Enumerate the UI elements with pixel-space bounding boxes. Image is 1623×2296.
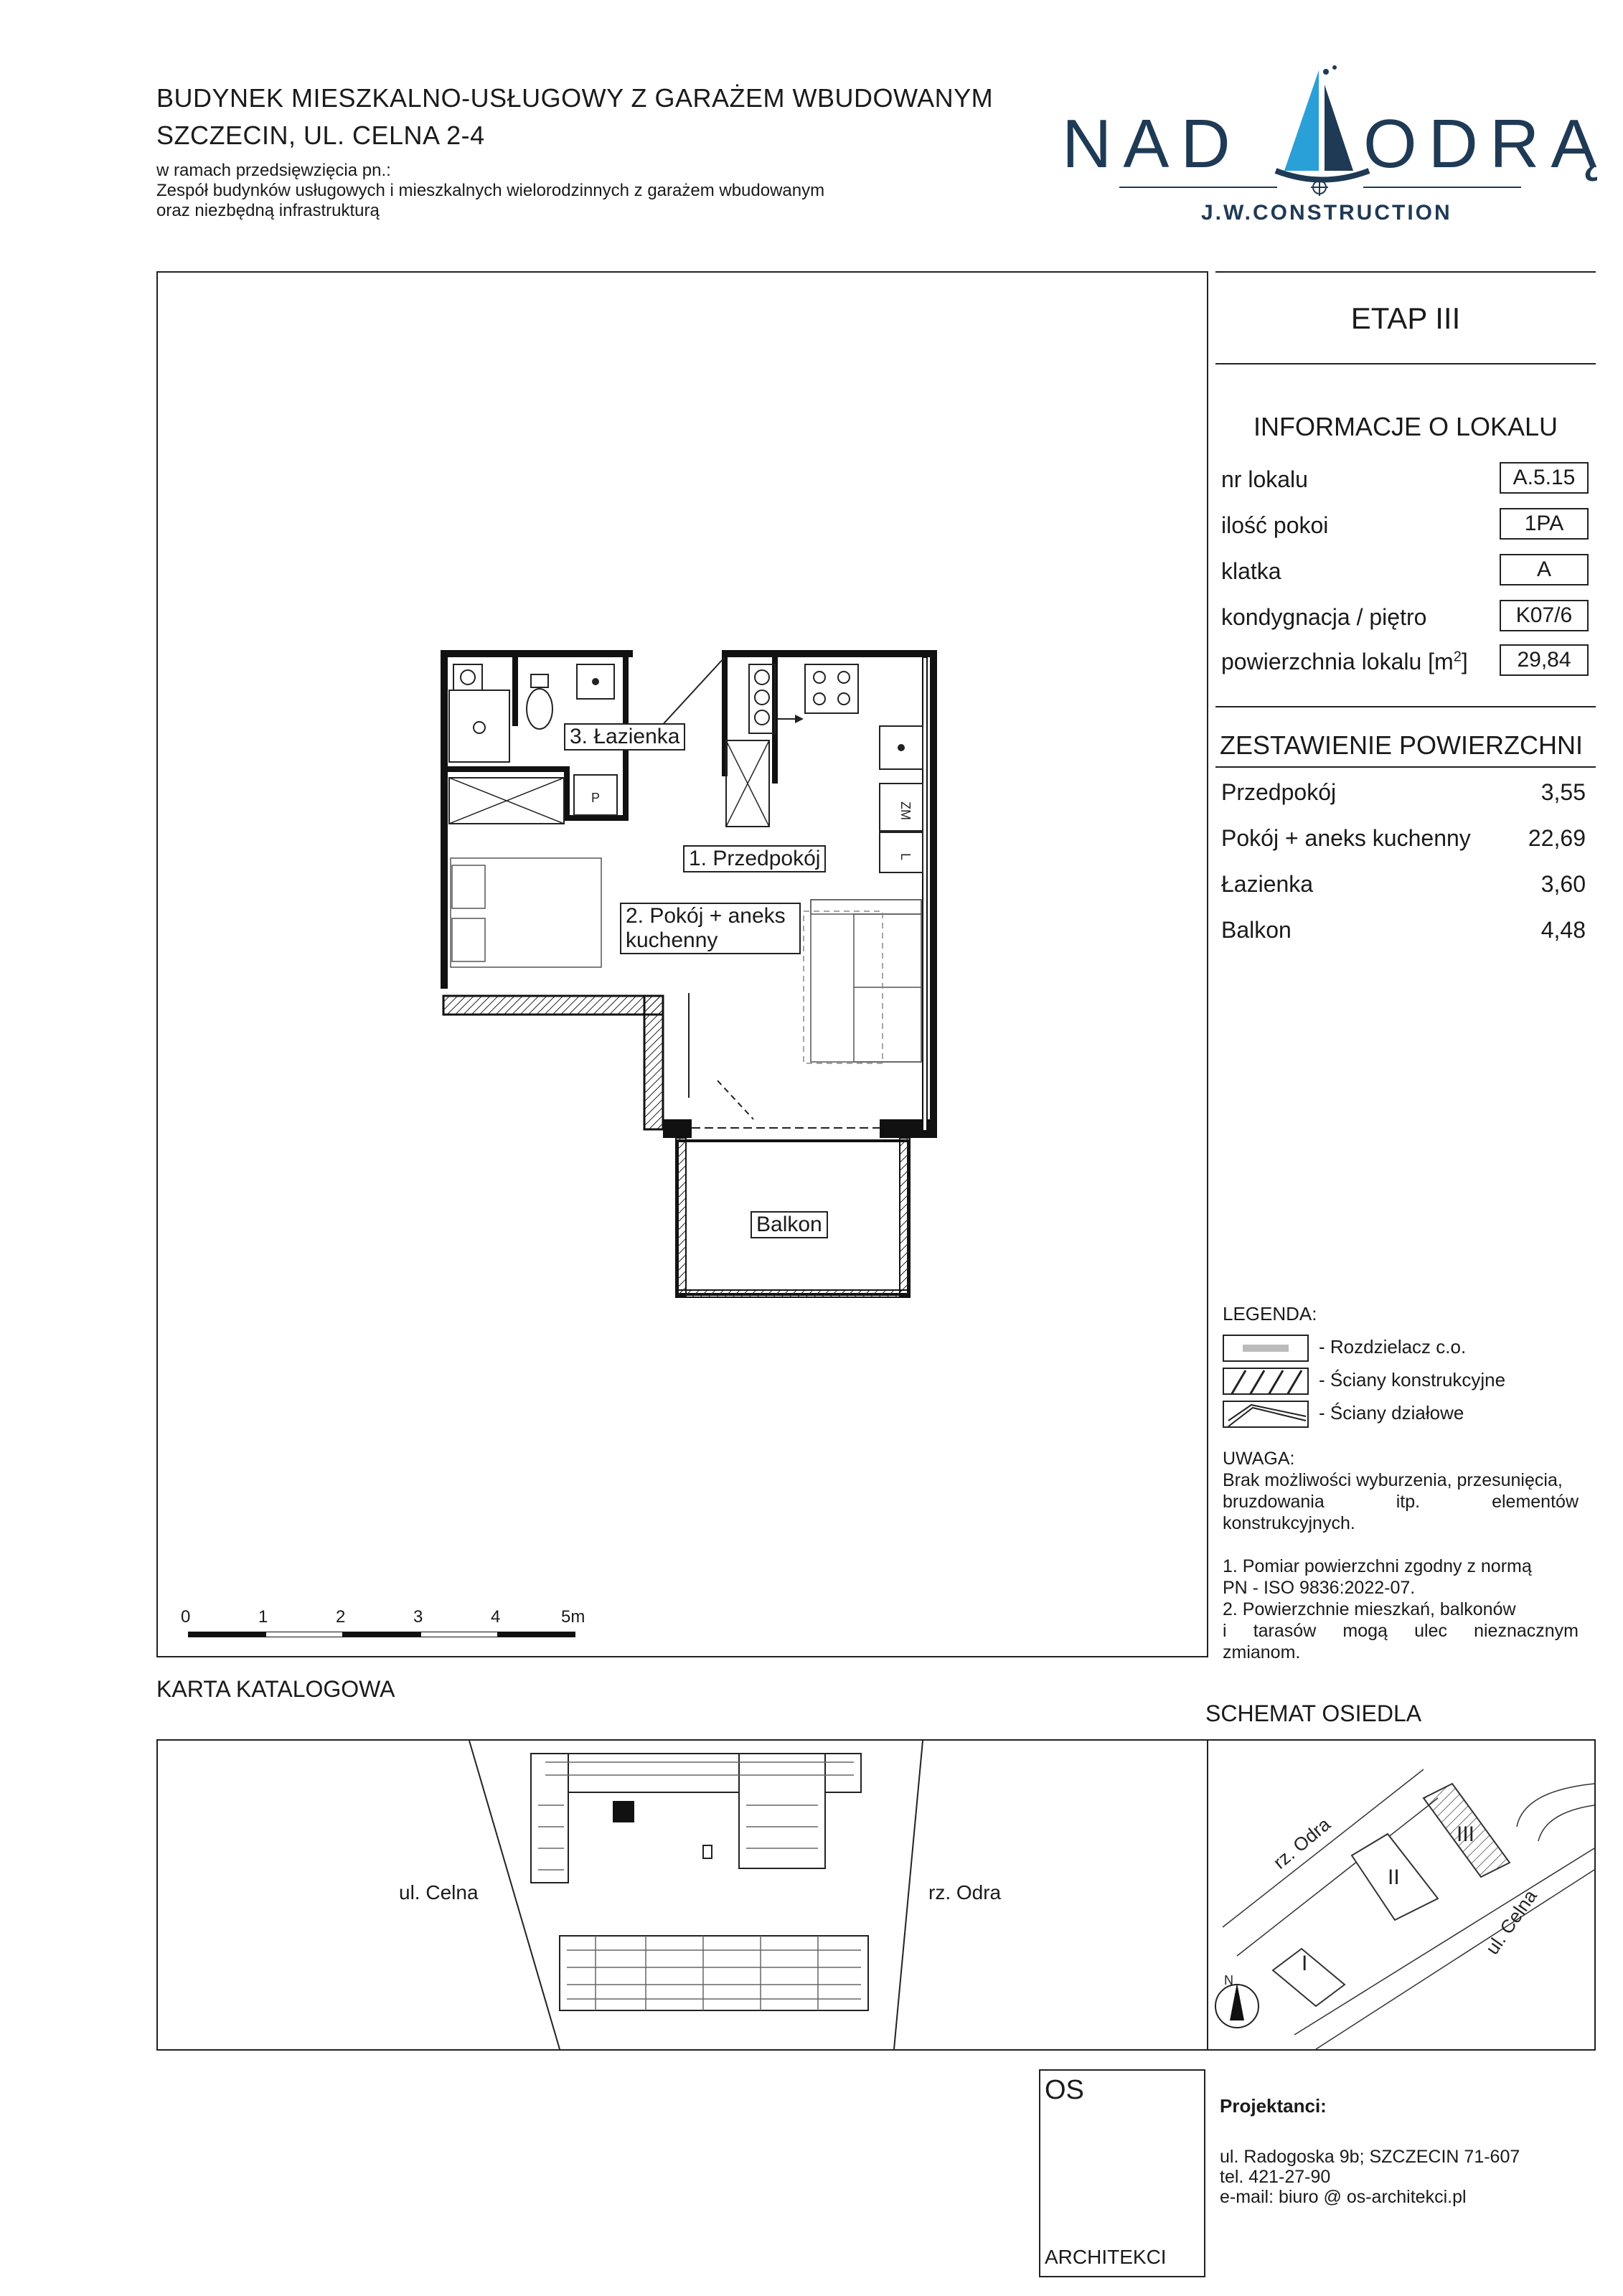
legend-label-structural: - Ściany konstrukcyjne <box>1319 1369 1506 1391</box>
wall-south-step <box>644 996 663 1129</box>
wall-south-pier-right <box>880 1119 937 1138</box>
wall-north-right <box>722 650 937 657</box>
designers-email: e-mail: biuro @ os-architekci.pl <box>1220 2187 1467 2207</box>
summary-label-hall: Przedpokój <box>1221 779 1337 805</box>
etap-top-rule <box>1215 271 1596 273</box>
logo-divider-left <box>1119 187 1277 188</box>
notes-line3: konstrukcyjnych. <box>1223 1513 1355 1533</box>
info-value-stair: A <box>1500 554 1589 585</box>
summary-label-balcony: Balkon <box>1221 917 1292 943</box>
room-balcony-label: Balkon <box>751 1211 828 1238</box>
notes-line6: 2. Powierzchnie mieszkań, balkonów <box>1223 1599 1516 1619</box>
summary-value-living: 22,69 <box>1528 825 1586 851</box>
summary-label-living: Pokój + aneks kuchenny <box>1221 825 1471 851</box>
catalog-label: KARTA KATALOGOWA <box>156 1676 395 1702</box>
project-name: Zespół budynków usługowych i mieszkalnych wielorodzinnych z garażem wbudowanym <box>156 181 825 200</box>
nad-odra-logo <box>1062 63 1609 235</box>
fixture-l: L <box>898 852 913 861</box>
summary-label-bathroom: Łazienka <box>1221 871 1314 897</box>
info-value-unit: A.5.15 <box>1500 462 1589 494</box>
notes-line8: zmianom. <box>1223 1642 1301 1662</box>
fixture-p: P <box>591 791 601 805</box>
wall-south-left <box>443 996 663 1015</box>
legend-label-distributor: - Rozdzielacz c.o. <box>1319 1336 1467 1358</box>
info-label-stair: klatka <box>1221 558 1281 584</box>
notes-heading: UWAGA: <box>1223 1449 1295 1469</box>
legend-swatch-distributor <box>1223 1335 1309 1362</box>
scheme-stage-2: II <box>1388 1866 1400 1889</box>
room-living-label <box>620 903 801 954</box>
room-bathroom-label: 3. Łazienka <box>564 723 685 751</box>
project-intro: w ramach przedsięwzięcia pn.: <box>156 161 391 180</box>
info-value-area: 29,84 <box>1500 644 1589 676</box>
catalog-site-map <box>158 1741 1205 2049</box>
catalog-street-left: ul. Celna <box>399 1881 479 1904</box>
compass-north: N <box>1224 1973 1233 1987</box>
notes-line4: 1. Pomiar powierzchni zgodny z normą <box>1223 1556 1532 1576</box>
summary-heading: ZESTAWIENIE POWIERZCHNI <box>1220 730 1584 760</box>
notes-line2: bruzdowania itp. elementów <box>1223 1492 1579 1512</box>
fixture-zm: ZM <box>898 801 913 820</box>
room-living-line1: 2. Pokój + aneks <box>626 904 786 928</box>
legend-heading: LEGENDA: <box>1223 1303 1317 1325</box>
sailboat-icon <box>1269 63 1376 185</box>
info-value-rooms: 1PA <box>1500 508 1589 540</box>
project-name-cont: oraz niezbędną infrastrukturą <box>156 201 380 220</box>
legend-swatch-structural <box>1223 1368 1309 1395</box>
legend-swatch-partition <box>1223 1401 1309 1428</box>
logo-text-right: ODRĄ <box>1363 105 1609 182</box>
wall-east <box>930 650 937 1138</box>
catalog-unit-marker <box>613 1801 634 1822</box>
scheme-street-label: ul. Celna <box>1481 1886 1541 1959</box>
info-label-floor: kondygnacja / piętro <box>1221 604 1427 630</box>
scale-tick-5: 5m <box>561 1607 585 1627</box>
shower <box>449 690 509 762</box>
scale-tick-0: 0 <box>181 1607 191 1627</box>
designers-heading: Projektanci: <box>1220 2095 1327 2117</box>
wall-north-left <box>441 650 633 657</box>
notes-line1: Brak możliwości wyburzenia, przesunięcia, <box>1223 1470 1563 1490</box>
wall-west <box>441 650 448 989</box>
ship-wheel-icon <box>1310 178 1329 197</box>
wall-south-pier <box>663 1119 692 1138</box>
architect-name: ARCHITEKCI <box>1045 2246 1167 2268</box>
info-value-floor: K07/6 <box>1500 600 1589 631</box>
notes-block <box>1223 1448 1579 1663</box>
notes-line7: i tarasów mogą ulec nieznacznym <box>1223 1621 1579 1641</box>
info-heading: INFORMACJE O LOKALU <box>1253 412 1558 441</box>
info-label-area: powierzchnia lokalu $[m^2]$ <box>1221 649 1468 674</box>
room-living-line2: kuchenny <box>626 928 718 952</box>
scale-bar <box>181 1607 583 1643</box>
building-address: SZCZECIN, UL. CELNA 2-4 <box>156 121 485 150</box>
legend-label-partition: - Ściany działowe <box>1319 1402 1464 1424</box>
scale-tick-1: 1 <box>258 1607 268 1627</box>
designers-address: ul. Radogoska 9b; SZCZECIN 71-607 <box>1220 2147 1520 2167</box>
scale-tick-3: 3 <box>413 1607 423 1627</box>
catalog-street-right: rz. Odra <box>928 1881 1002 1904</box>
summary-top-rule <box>1215 706 1596 707</box>
summary-value-bathroom: 3,60 <box>1540 871 1586 897</box>
info-label-rooms: ilość pokoi <box>1221 512 1329 538</box>
building-title: BUDYNEK MIESZKALNO-USŁUGOWY Z GARAŻEM WBUDOWANYM <box>156 83 994 113</box>
toilet <box>527 689 552 729</box>
notes-line5: PN - ISO 9836:2022-07. <box>1223 1578 1416 1598</box>
company-name: J.W.CONSTRUCTION <box>1201 201 1452 225</box>
summary-heading-rule <box>1215 766 1596 768</box>
scheme-site-map <box>1208 1741 1594 2049</box>
scheme-river-label: rz. Odra <box>1269 1813 1335 1873</box>
scheme-stage-1: I <box>1302 1952 1308 1975</box>
logo-divider-right <box>1363 187 1521 188</box>
logo-text-left: NAD <box>1062 105 1242 182</box>
scheme-label: SCHEMAT OSIEDLA <box>1205 1700 1422 1726</box>
summary-value-balcony: 4,48 <box>1540 917 1586 943</box>
architect-os: OS <box>1045 2075 1084 2105</box>
room-hall-label: 1. Przedpokój <box>683 845 826 872</box>
cooktop <box>805 664 858 713</box>
scale-tick-2: 2 <box>336 1607 346 1627</box>
scale-tick-4: 4 <box>491 1607 501 1627</box>
info-label-unit: nr lokalu <box>1221 466 1308 492</box>
etap-label: ETAP III <box>1350 301 1461 335</box>
sofa <box>811 900 921 1062</box>
etap-bottom-rule <box>1215 363 1596 364</box>
designers-phone: tel. 421-27-90 <box>1220 2167 1331 2187</box>
scheme-stage-3: III <box>1457 1822 1475 1846</box>
summary-value-hall: 3,55 <box>1540 779 1586 805</box>
bed <box>451 858 601 967</box>
